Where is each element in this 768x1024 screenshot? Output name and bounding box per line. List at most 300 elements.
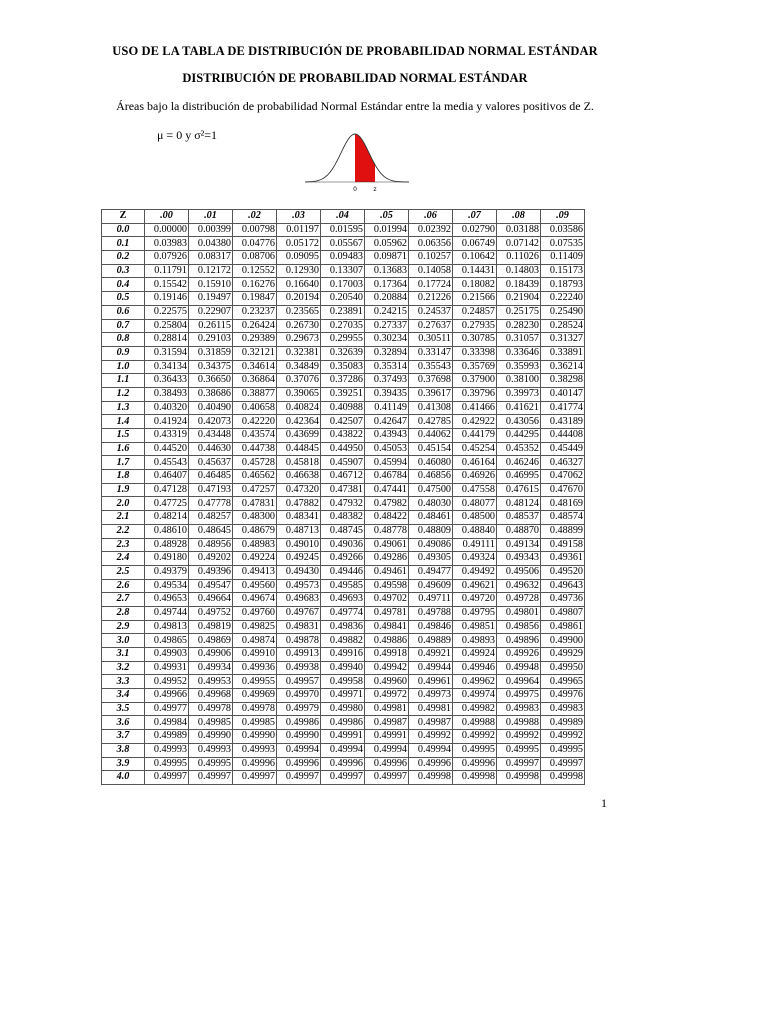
table-cell: 0.45254 <box>453 442 497 456</box>
table-cell: 0.49948 <box>497 661 541 675</box>
table-cell: 0.49995 <box>145 757 189 771</box>
table-cell: 0.49973 <box>409 689 453 703</box>
table-cell: 0.46407 <box>145 470 189 484</box>
table-cell: 0.48077 <box>453 497 497 511</box>
table-cell: 0.49953 <box>189 675 233 689</box>
z-value: 1.5 <box>102 429 145 443</box>
z-value: 2.1 <box>102 511 145 525</box>
table-cell: 0.49988 <box>497 716 541 730</box>
z-label: z <box>373 186 377 192</box>
table-cell: 0.49903 <box>145 648 189 662</box>
table-cell: 0.42507 <box>321 415 365 429</box>
z-value: 2.0 <box>102 497 145 511</box>
table-cell: 0.48610 <box>145 524 189 538</box>
table-cell: 0.49361 <box>541 552 585 566</box>
table-cell: 0.48809 <box>409 524 453 538</box>
table-cell: 0.49996 <box>233 757 277 771</box>
table-cell: 0.37698 <box>409 374 453 388</box>
table-cell: 0.44845 <box>277 442 321 456</box>
table-cell: 0.49981 <box>409 702 453 716</box>
table-cell: 0.38298 <box>541 374 585 388</box>
table-cell: 0.49950 <box>541 661 585 675</box>
table-cell: 0.49995 <box>189 757 233 771</box>
z-value: 2.2 <box>102 524 145 538</box>
table-cell: 0.45818 <box>277 456 321 470</box>
table-cell: 0.21566 <box>453 292 497 306</box>
table-cell: 0.49992 <box>409 730 453 744</box>
table-cell: 0.48124 <box>497 497 541 511</box>
table-cell: 0.49461 <box>365 565 409 579</box>
table-cell: 0.49653 <box>145 593 189 607</box>
table-cell: 0.48956 <box>189 538 233 552</box>
table-cell: 0.31594 <box>145 346 189 360</box>
table-cell: 0.49961 <box>409 675 453 689</box>
table-cell: 0.36214 <box>541 360 585 374</box>
table-cell: 0.45637 <box>189 456 233 470</box>
table-cell: 0.26730 <box>277 319 321 333</box>
table-cell: 0.07926 <box>145 251 189 265</box>
table-cell: 0.49036 <box>321 538 365 552</box>
table-heading: DISTRIBUCIÓN DE PROBABILIDAD NORMAL ESTÁNDAR <box>182 71 528 85</box>
table-cell: 0.49889 <box>409 634 453 648</box>
table-cell: 0.49983 <box>497 702 541 716</box>
table-cell: 0.49430 <box>277 565 321 579</box>
z-value: 2.5 <box>102 565 145 579</box>
table-cell: 0.49913 <box>277 648 321 662</box>
table-row <box>102 538 585 552</box>
table-cell: 0.03586 <box>541 223 585 237</box>
table-cell: 0.49992 <box>497 730 541 744</box>
table-cell: 0.49869 <box>189 634 233 648</box>
table-cell: 0.00000 <box>145 223 189 237</box>
table-cell: 0.25804 <box>145 319 189 333</box>
table-cell: 0.49825 <box>233 620 277 634</box>
table-cell: 0.43056 <box>497 415 541 429</box>
table-cell: 0.46164 <box>453 456 497 470</box>
table-row <box>102 743 585 757</box>
table-cell: 0.49996 <box>365 757 409 771</box>
table-cell: 0.39435 <box>365 387 409 401</box>
table-cell: 0.02790 <box>453 223 497 237</box>
table-row <box>102 675 585 689</box>
z-value: 0.1 <box>102 237 145 251</box>
table-cell: 0.47882 <box>277 497 321 511</box>
table-cell: 0.49774 <box>321 606 365 620</box>
table-row <box>102 442 585 456</box>
table-cell: 0.45449 <box>541 442 585 456</box>
z-value: 3.6 <box>102 716 145 730</box>
table-cell: 0.29955 <box>321 333 365 347</box>
table-cell: 0.20884 <box>365 292 409 306</box>
table-cell: 0.49995 <box>453 743 497 757</box>
shaded-area <box>355 134 375 182</box>
table-cell: 0.49994 <box>409 743 453 757</box>
table-cell: 0.41774 <box>541 401 585 415</box>
table-cell: 0.46926 <box>453 470 497 484</box>
table-cell: 0.49819 <box>189 620 233 634</box>
table-cell: 0.47982 <box>365 497 409 511</box>
table-cell: 0.49997 <box>277 771 321 785</box>
table-cell: 0.49995 <box>497 743 541 757</box>
table-row <box>102 237 585 251</box>
z-value: 3.4 <box>102 689 145 703</box>
table-cell: 0.49910 <box>233 648 277 662</box>
table-cell: 0.49224 <box>233 552 277 566</box>
table-cell: 0.32639 <box>321 346 365 360</box>
table-cell: 0.49980 <box>321 702 365 716</box>
table-cell: 0.14058 <box>409 264 453 278</box>
table-cell: 0.38100 <box>497 374 541 388</box>
table-cell: 0.14803 <box>497 264 541 278</box>
table-cell: 0.49266 <box>321 552 365 566</box>
table-cell: 0.35543 <box>409 360 453 374</box>
table-cell: 0.03983 <box>145 237 189 251</box>
table-cell: 0.49996 <box>277 757 321 771</box>
table-row <box>102 360 585 374</box>
table-row <box>102 387 585 401</box>
table-cell: 0.20540 <box>321 292 365 306</box>
table-cell: 0.43574 <box>233 429 277 443</box>
z-value: 3.7 <box>102 730 145 744</box>
table-cell: 0.49998 <box>497 771 541 785</box>
table-cell: 0.49547 <box>189 579 233 593</box>
table-cell: 0.44179 <box>453 429 497 443</box>
table-cell: 0.49929 <box>541 648 585 662</box>
table-cell: 0.49396 <box>189 565 233 579</box>
table-cell: 0.49664 <box>189 593 233 607</box>
table-cell: 0.49736 <box>541 593 585 607</box>
table-row <box>102 483 585 497</box>
table-cell: 0.01994 <box>365 223 409 237</box>
table-cell: 0.49446 <box>321 565 365 579</box>
table-cell: 0.49997 <box>233 771 277 785</box>
table-cell: 0.42364 <box>277 415 321 429</box>
table-cell: 0.07142 <box>497 237 541 251</box>
table-cell: 0.49926 <box>497 648 541 662</box>
table-row <box>102 456 585 470</box>
table-cell: 0.18082 <box>453 278 497 292</box>
table-cell: 0.48840 <box>453 524 497 538</box>
table-cell: 0.48778 <box>365 524 409 538</box>
table-cell: 0.43319 <box>145 429 189 443</box>
table-cell: 0.49983 <box>541 702 585 716</box>
table-cell: 0.49202 <box>189 552 233 566</box>
table-cell: 0.49720 <box>453 593 497 607</box>
table-cell: 0.34134 <box>145 360 189 374</box>
table-cell: 0.49992 <box>541 730 585 744</box>
table-cell: 0.44408 <box>541 429 585 443</box>
table-cell: 0.48341 <box>277 511 321 525</box>
table-cell: 0.09095 <box>277 251 321 265</box>
table-cell: 0.48537 <box>497 511 541 525</box>
z-value: 1.0 <box>102 360 145 374</box>
table-cell: 0.47257 <box>233 483 277 497</box>
normal-curve-illustration <box>305 128 409 192</box>
table-cell: 0.35314 <box>365 360 409 374</box>
table-cell: 0.49683 <box>277 593 321 607</box>
table-cell: 0.49702 <box>365 593 409 607</box>
table-row <box>102 223 585 237</box>
table-row <box>102 634 585 648</box>
table-cell: 0.49987 <box>409 716 453 730</box>
table-cell: 0.43822 <box>321 429 365 443</box>
table-row <box>102 251 585 265</box>
table-cell: 0.49674 <box>233 593 277 607</box>
table-cell: 0.49882 <box>321 634 365 648</box>
table-cell: 0.49987 <box>365 716 409 730</box>
z-value: 2.8 <box>102 606 145 620</box>
table-cell: 0.34375 <box>189 360 233 374</box>
table-cell: 0.49957 <box>277 675 321 689</box>
z-value: 3.0 <box>102 634 145 648</box>
table-cell: 0.26115 <box>189 319 233 333</box>
table-cell: 0.38877 <box>233 387 277 401</box>
table-cell: 0.49477 <box>409 565 453 579</box>
table-cell: 0.49874 <box>233 634 277 648</box>
z-value: 3.5 <box>102 702 145 716</box>
table-cell: 0.49788 <box>409 606 453 620</box>
table-cell: 0.47381 <box>321 483 365 497</box>
table-cell: 0.49992 <box>453 730 497 744</box>
table-cell: 0.49995 <box>541 743 585 757</box>
table-cell: 0.49379 <box>145 565 189 579</box>
z-value: 1.8 <box>102 470 145 484</box>
table-cell: 0.21226 <box>409 292 453 306</box>
table-description: Áreas bajo la distribución de probabilidad Normal Estándar entre la media y valores positivos de Z. <box>116 99 594 113</box>
table-cell: 0.49942 <box>365 661 409 675</box>
mean-label: 0 <box>353 186 357 192</box>
table-cell: 0.05962 <box>365 237 409 251</box>
table-cell: 0.49711 <box>409 593 453 607</box>
table-cell: 0.24537 <box>409 305 453 319</box>
table-cell: 0.48422 <box>365 511 409 525</box>
table-cell: 0.43189 <box>541 415 585 429</box>
table-cell: 0.49955 <box>233 675 277 689</box>
table-cell: 0.49965 <box>541 675 585 689</box>
table-cell: 0.49988 <box>453 716 497 730</box>
table-cell: 0.08317 <box>189 251 233 265</box>
table-cell: 0.47062 <box>541 470 585 484</box>
table-cell: 0.49981 <box>365 702 409 716</box>
table-cell: 0.49989 <box>541 716 585 730</box>
table-cell: 0.14431 <box>453 264 497 278</box>
header-col: .06 <box>409 210 453 224</box>
header-z: Z <box>102 210 145 224</box>
table-cell: 0.49728 <box>497 593 541 607</box>
table-cell: 0.35993 <box>497 360 541 374</box>
table-cell: 0.28524 <box>541 319 585 333</box>
header-col: .02 <box>233 210 277 224</box>
table-cell: 0.49760 <box>233 606 277 620</box>
table-row <box>102 511 585 525</box>
table-cell: 0.36864 <box>233 374 277 388</box>
table-cell: 0.22575 <box>145 305 189 319</box>
table-cell: 0.42073 <box>189 415 233 429</box>
table-cell: 0.31057 <box>497 333 541 347</box>
table-cell: 0.49180 <box>145 552 189 566</box>
table-cell: 0.48574 <box>541 511 585 525</box>
table-cell: 0.48899 <box>541 524 585 538</box>
table-cell: 0.49974 <box>453 689 497 703</box>
table-cell: 0.49970 <box>277 689 321 703</box>
table-cell: 0.15910 <box>189 278 233 292</box>
table-cell: 0.49841 <box>365 620 409 634</box>
table-cell: 0.09483 <box>321 251 365 265</box>
table-cell: 0.13307 <box>321 264 365 278</box>
table-row <box>102 278 585 292</box>
table-cell: 0.12172 <box>189 264 233 278</box>
table-cell: 0.23891 <box>321 305 365 319</box>
table-cell: 0.30234 <box>365 333 409 347</box>
table-cell: 0.45154 <box>409 442 453 456</box>
table-cell: 0.41149 <box>365 401 409 415</box>
z-value: 1.9 <box>102 483 145 497</box>
z-value: 2.3 <box>102 538 145 552</box>
table-cell: 0.49813 <box>145 620 189 634</box>
table-cell: 0.46327 <box>541 456 585 470</box>
table-cell: 0.27637 <box>409 319 453 333</box>
table-cell: 0.49991 <box>365 730 409 744</box>
table-cell: 0.49997 <box>145 771 189 785</box>
table-cell: 0.44950 <box>321 442 365 456</box>
table-cell: 0.01595 <box>321 223 365 237</box>
z-value: 0.5 <box>102 292 145 306</box>
table-cell: 0.40824 <box>277 401 321 415</box>
table-cell: 0.47725 <box>145 497 189 511</box>
table-cell: 0.46638 <box>277 470 321 484</box>
table-cell: 0.49996 <box>321 757 365 771</box>
table-cell: 0.45053 <box>365 442 409 456</box>
table-cell: 0.42647 <box>365 415 409 429</box>
table-cell: 0.45907 <box>321 456 365 470</box>
table-cell: 0.10642 <box>453 251 497 265</box>
table-cell: 0.49998 <box>453 771 497 785</box>
table-cell: 0.49134 <box>497 538 541 552</box>
table-cell: 0.46712 <box>321 470 365 484</box>
table-cell: 0.04776 <box>233 237 277 251</box>
table-row <box>102 319 585 333</box>
table-cell: 0.49994 <box>321 743 365 757</box>
table-cell: 0.28230 <box>497 319 541 333</box>
table-cell: 0.33398 <box>453 346 497 360</box>
table-cell: 0.49795 <box>453 606 497 620</box>
table-cell: 0.49836 <box>321 620 365 634</box>
table-cell: 0.49305 <box>409 552 453 566</box>
table-cell: 0.48169 <box>541 497 585 511</box>
table-cell: 0.46995 <box>497 470 541 484</box>
table-cell: 0.49985 <box>233 716 277 730</box>
z-value: 3.8 <box>102 743 145 757</box>
table-row <box>102 565 585 579</box>
table-cell: 0.47441 <box>365 483 409 497</box>
table-cell: 0.49158 <box>541 538 585 552</box>
z-value: 3.3 <box>102 675 145 689</box>
table-cell: 0.49343 <box>497 552 541 566</box>
table-cell: 0.49982 <box>453 702 497 716</box>
table-row <box>102 333 585 347</box>
table-row <box>102 374 585 388</box>
table-cell: 0.49846 <box>409 620 453 634</box>
table-cell: 0.49993 <box>145 743 189 757</box>
table-cell: 0.49752 <box>189 606 233 620</box>
document-title: USO DE LA TABLA DE DISTRIBUCIÓN DE PROBABILIDAD NORMAL ESTÁNDAR <box>112 44 598 58</box>
table-cell: 0.49886 <box>365 634 409 648</box>
table-cell: 0.48500 <box>453 511 497 525</box>
table-cell: 0.01197 <box>277 223 321 237</box>
table-row <box>102 346 585 360</box>
table-row <box>102 292 585 306</box>
table-cell: 0.34614 <box>233 360 277 374</box>
table-cell: 0.11409 <box>541 251 585 265</box>
table-cell: 0.06356 <box>409 237 453 251</box>
table-cell: 0.49621 <box>453 579 497 593</box>
table-row <box>102 305 585 319</box>
table-cell: 0.49938 <box>277 661 321 675</box>
table-cell: 0.44295 <box>497 429 541 443</box>
table-cell: 0.47320 <box>277 483 321 497</box>
table-cell: 0.49985 <box>189 716 233 730</box>
table-cell: 0.37900 <box>453 374 497 388</box>
table-cell: 0.49413 <box>233 565 277 579</box>
z-value: 2.7 <box>102 593 145 607</box>
table-cell: 0.03188 <box>497 223 541 237</box>
table-row <box>102 648 585 662</box>
table-cell: 0.48870 <box>497 524 541 538</box>
table-row <box>102 702 585 716</box>
table-cell: 0.42785 <box>409 415 453 429</box>
table-cell: 0.47193 <box>189 483 233 497</box>
table-cell: 0.06749 <box>453 237 497 251</box>
table-cell: 0.49632 <box>497 579 541 593</box>
table-cell: 0.16276 <box>233 278 277 292</box>
table-cell: 0.49960 <box>365 675 409 689</box>
table-cell: 0.49585 <box>321 579 365 593</box>
table-cell: 0.20194 <box>277 292 321 306</box>
table-cell: 0.49976 <box>541 689 585 703</box>
table-cell: 0.49994 <box>277 743 321 757</box>
table-cell: 0.22240 <box>541 292 585 306</box>
table-cell: 0.49865 <box>145 634 189 648</box>
table-cell: 0.49916 <box>321 648 365 662</box>
header-col: .01 <box>189 210 233 224</box>
table-cell: 0.49990 <box>233 730 277 744</box>
table-cell: 0.44062 <box>409 429 453 443</box>
table-cell: 0.49952 <box>145 675 189 689</box>
table-cell: 0.49962 <box>453 675 497 689</box>
z-value: 0.4 <box>102 278 145 292</box>
table-cell: 0.49801 <box>497 606 541 620</box>
table-cell: 0.30785 <box>453 333 497 347</box>
table-cell: 0.49993 <box>189 743 233 757</box>
table-row <box>102 579 585 593</box>
table-cell: 0.18793 <box>541 278 585 292</box>
table-cell: 0.27935 <box>453 319 497 333</box>
table-cell: 0.49573 <box>277 579 321 593</box>
table-cell: 0.49767 <box>277 606 321 620</box>
table-cell: 0.49936 <box>233 661 277 675</box>
table-cell: 0.04380 <box>189 237 233 251</box>
z-value: 3.9 <box>102 757 145 771</box>
z-value: 0.7 <box>102 319 145 333</box>
table-cell: 0.49324 <box>453 552 497 566</box>
z-value: 0.9 <box>102 346 145 360</box>
z-value: 0.3 <box>102 264 145 278</box>
z-value: 2.4 <box>102 552 145 566</box>
table-cell: 0.49997 <box>541 757 585 771</box>
table-cell: 0.49986 <box>321 716 365 730</box>
table-cell: 0.49851 <box>453 620 497 634</box>
table-row <box>102 716 585 730</box>
